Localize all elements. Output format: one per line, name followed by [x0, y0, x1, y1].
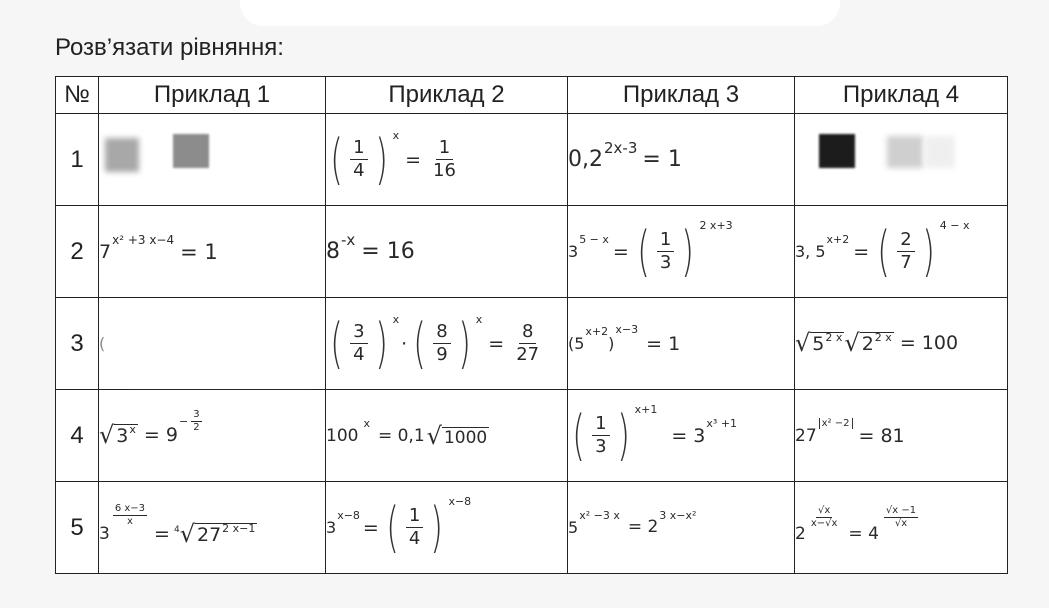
equation-cell: 3, 5 x+2 = ( $\frac{2}{7}$ ) 4 − x	[795, 206, 1008, 298]
fraction-denominator: 16	[433, 160, 456, 181]
equation-cell: ( $\frac{1}{3}$ ) x+1 = 3 x³ +1	[568, 390, 795, 482]
table-row	[56, 390, 1008, 482]
top-smudge	[240, 0, 840, 26]
right-side: = 4	[848, 523, 879, 544]
fraction-denominator: 27	[516, 344, 540, 365]
fraction-denominator: 4	[408, 528, 421, 549]
right-side: = 3	[671, 424, 706, 447]
fraction-numerator: 6 x−3	[114, 503, 146, 514]
fraction-denominator: 4	[353, 344, 365, 365]
root-index: 4	[173, 524, 180, 535]
table-row	[56, 482, 1008, 574]
base: (5	[568, 334, 585, 353]
row-number: 3	[56, 298, 99, 390]
exponent: x	[363, 417, 370, 430]
base: 2	[795, 523, 806, 544]
equation-cell: 3 $\frac{6 x-3}{x}$ = 4 √ $27^{2 x-1}$	[99, 482, 326, 574]
fraction-numerator: 8	[519, 321, 536, 344]
redaction-block	[925, 136, 955, 168]
equation-cell: ( $\frac{3}{4}$ ) x · ( $\frac{8}{9}$ ) x = $\frac{8}{27}$	[326, 298, 568, 390]
fraction-numerator: 3	[350, 321, 367, 344]
fraction-denominator: x	[126, 516, 133, 527]
exponent: 2 x	[825, 331, 843, 344]
equation-cell	[99, 206, 326, 298]
exponent: x	[392, 313, 400, 326]
exponent: x	[475, 313, 483, 326]
radicand: 27	[196, 523, 222, 546]
base: 0,2	[568, 147, 603, 172]
multiply-dot: ·	[401, 332, 408, 355]
fraction-numerator: 1	[657, 229, 674, 252]
fraction-numerator: 1	[406, 505, 423, 528]
fraction-denominator: 2	[193, 421, 200, 433]
open-paren: (	[99, 333, 106, 353]
exponent: x³ +1	[706, 417, 738, 430]
exponent: x² −3 x	[579, 508, 620, 522]
equals-sign: =	[853, 240, 870, 263]
header-row	[56, 77, 1008, 114]
exponent: 2 x−1	[222, 521, 256, 535]
fraction-numerator: √x	[817, 505, 831, 516]
table-row	[56, 206, 1008, 298]
fraction-denominator: 3	[659, 252, 672, 273]
right-side: = 16	[361, 239, 415, 264]
exponent: x² +3 x−4	[112, 232, 175, 247]
equals-sign: =	[405, 148, 422, 171]
equation-cell: √ $5^{2 x}$ √ $2^{2 x}$ = 100	[795, 298, 1008, 390]
equation-cell-redacted	[99, 298, 326, 390]
equation-cell: 3 x−8 = ( $\frac{1}{4}$ ) x−8	[326, 482, 568, 574]
exponent: x	[129, 423, 136, 437]
exponent: x+2	[585, 325, 609, 338]
equation-cell: 3 5 − x = ( $\frac{1}{3}$ ) 2 x+3	[568, 206, 795, 298]
radicand: 3	[116, 425, 129, 448]
equation-cell	[568, 298, 795, 390]
right-side: = 0,1	[377, 425, 425, 446]
row-number: 2	[56, 206, 99, 298]
base: 27	[795, 425, 817, 446]
fraction-numerator: 8	[433, 321, 450, 344]
radicand: 1000	[443, 427, 488, 448]
exponent: x−3	[615, 323, 639, 336]
redaction-block	[105, 138, 139, 172]
absolute-value-exponent: x² −2	[819, 418, 853, 429]
equation-cell	[326, 206, 568, 298]
equation-cell-redacted	[795, 114, 1008, 206]
table-row	[56, 298, 1008, 390]
base: 3	[99, 523, 110, 544]
exponent: 2x-3	[604, 138, 638, 157]
header-example-2: Приклад 2	[326, 77, 568, 114]
minus-sign: −	[178, 414, 189, 428]
redaction-block	[887, 136, 923, 168]
equations-table	[55, 76, 1008, 574]
equation-cell	[795, 482, 1008, 574]
equation-cell: ( $\frac{1}{4}$ ) x = $\frac{1}{16}$	[326, 114, 568, 206]
equation-cell: 100 x = 0,1 √ 1000	[326, 390, 568, 482]
fraction-denominator: √x	[894, 518, 908, 529]
right-side: = 1	[180, 239, 218, 264]
equals-sign: =	[362, 516, 379, 539]
equals-sign: =	[488, 332, 505, 355]
fraction-numerator: 2	[897, 229, 914, 252]
fraction-denominator: 9	[436, 344, 448, 365]
base: 3	[568, 242, 579, 261]
close-paren: )	[608, 334, 615, 353]
equals-sign: =	[612, 240, 629, 263]
right-side: = 100	[899, 332, 959, 354]
right-side: = 1	[646, 332, 681, 355]
exponent: 3 x−x²	[659, 508, 697, 522]
fraction-denominator: 7	[900, 252, 912, 273]
right-side: = 81	[858, 424, 905, 447]
exponent: x+2	[826, 233, 850, 246]
base: 100	[326, 425, 359, 446]
exponent: 2 x+3	[699, 219, 733, 232]
fraction-numerator: 3	[193, 408, 200, 420]
redaction-block	[819, 134, 855, 168]
header-example-1: Приклад 1	[99, 77, 326, 114]
row-number: 4	[56, 390, 99, 482]
row-number: 5	[56, 482, 99, 574]
exponent: x−8	[448, 495, 472, 508]
table-row	[56, 114, 1008, 206]
base: 7	[99, 240, 112, 263]
page-title: Розв’язати рівняння:	[55, 34, 284, 61]
fraction-denominator: 4	[353, 160, 365, 181]
exponent: x−8	[337, 509, 360, 522]
equation-cell-redacted	[99, 114, 326, 206]
equation-cell: √ 3$^x$ = 9 − $\frac{3}{2}$	[99, 390, 326, 482]
base: 3, 5	[795, 242, 826, 261]
base: 5	[568, 517, 579, 537]
fraction-numerator: √x −1	[885, 505, 917, 516]
equals-sign: =	[154, 522, 170, 545]
fraction-denominator: 3	[595, 436, 607, 457]
exponent: 4 − x	[939, 219, 970, 232]
equation-cell	[568, 114, 795, 206]
radicand: 5	[812, 333, 825, 355]
right-side: = 9	[143, 424, 178, 447]
row-number: 1	[56, 114, 99, 206]
exponent: -x	[341, 230, 356, 249]
redaction-block	[173, 134, 209, 168]
fraction-denominator: x−√x	[810, 518, 838, 529]
redaction-block	[129, 312, 309, 382]
exponent: x	[392, 129, 400, 142]
equation-cell	[568, 482, 795, 574]
header-example-3: Приклад 3	[568, 77, 795, 114]
header-example-4: Приклад 4	[795, 77, 1008, 114]
fraction-numerator: 1	[436, 137, 453, 160]
fraction-numerator: 1	[350, 137, 367, 160]
base: 3	[326, 518, 337, 537]
right-side: = 2	[627, 517, 659, 538]
base: 8	[326, 239, 340, 264]
fraction-numerator: 1	[592, 413, 609, 436]
radicand: 2	[861, 333, 874, 355]
equation-cell	[795, 390, 1008, 482]
exponent: 2 x	[874, 331, 892, 344]
exponent: 5 − x	[579, 233, 609, 246]
exponent: x+1	[634, 403, 658, 416]
header-num: №	[56, 77, 99, 114]
right-side: = 1	[642, 147, 682, 172]
